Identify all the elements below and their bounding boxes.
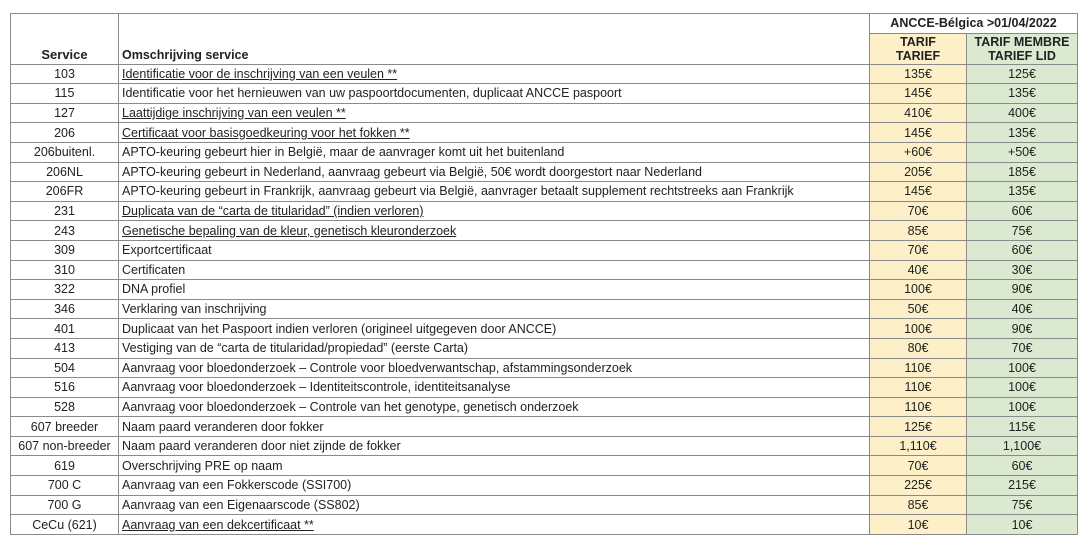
tarief-value: 100€ [870,319,967,339]
agency-header-row [11,14,1078,34]
member-tarief-value: 10€ [967,515,1078,535]
service-description-cell [119,240,870,260]
service-code: 206 [11,123,119,143]
tarief-value: 110€ [870,378,967,398]
service-code: 700 G [11,495,119,515]
service-code: 206FR [11,182,119,202]
service-description: APTO-keuring gebeurt hier in België, maar de aanvrager komt uit het buitenland [122,145,565,160]
table-row [11,201,1078,221]
service-code: 309 [11,240,119,260]
member-header-fr: TARIF MEMBRE [974,34,1070,49]
tarief-value: 110€ [870,358,967,378]
service-description-cell [119,299,870,319]
blank-header-cell [119,14,870,34]
service-description: Naam paard veranderen door niet zijnde de fokker [122,439,401,454]
agency-header: ANCCE-Bélgica >01/04/2022 [870,14,1078,34]
description-column-header: Omschrijving service [119,33,870,64]
service-description-cell [119,123,870,143]
service-description-cell [119,338,870,358]
member-tarief-value: 70€ [967,338,1078,358]
member-tarief-value: 100€ [967,397,1078,417]
service-code: 619 [11,456,119,476]
service-code: 115 [11,84,119,104]
tarief-header-fr: TARIF [900,34,936,49]
service-description-cell [119,495,870,515]
table-row [11,260,1078,280]
service-description-link[interactable]: Duplicata van de “carta de titularidad” (indien verloren) [122,204,424,219]
table-row [11,182,1078,202]
member-tarief-column-header [967,33,1078,64]
member-tarief-value: 185€ [967,162,1078,182]
service-code: 231 [11,201,119,221]
member-tarief-value: 60€ [967,240,1078,260]
service-description-cell [119,260,870,280]
table-row [11,221,1078,241]
service-description-cell [119,84,870,104]
member-tarief-value: 90€ [967,280,1078,300]
column-header-row [11,33,1078,64]
tarief-value: 1,110€ [870,436,967,456]
service-description-cell [119,417,870,437]
table-row [11,299,1078,319]
tarief-value: 110€ [870,397,967,417]
table-row [11,123,1078,143]
member-tarief-value: 90€ [967,319,1078,339]
tarief-value: 80€ [870,338,967,358]
service-code: 607 breeder [11,417,119,437]
tarief-value: 205€ [870,162,967,182]
service-code: 310 [11,260,119,280]
tarief-value: 225€ [870,476,967,496]
service-description: Overschrijving PRE op naam [122,458,283,473]
member-tarief-value: 1,100€ [967,436,1078,456]
service-description: Naam paard veranderen door fokker [122,419,324,434]
member-tarief-value: 135€ [967,84,1078,104]
tarief-value: 50€ [870,299,967,319]
service-code: 401 [11,319,119,339]
service-description-cell [119,456,870,476]
member-tarief-value: 75€ [967,221,1078,241]
service-description-cell [119,182,870,202]
member-tarief-value: 60€ [967,201,1078,221]
tarief-value: 40€ [870,260,967,280]
tarief-value: 410€ [870,103,967,123]
member-tarief-value: 400€ [967,103,1078,123]
member-header-nl: TARIEF LID [988,48,1056,63]
service-code: 607 non-breeder [11,436,119,456]
tarief-value: +60€ [870,142,967,162]
service-code: 127 [11,103,119,123]
service-description: APTO-keuring gebeurt in Nederland, aanvraag gebeurt via België, 50€ wordt doorgestort naar Nederland [122,164,702,179]
tarief-value: 100€ [870,280,967,300]
table-row [11,84,1078,104]
service-code: 103 [11,64,119,84]
service-description-link[interactable]: Aanvraag van een dekcertificaat ** [122,517,314,532]
service-code: 700 C [11,476,119,496]
table-row [11,280,1078,300]
service-description: Vestiging van de “carta de titularidad/propiedad” (eerste Carta) [122,341,469,356]
service-description-cell [119,280,870,300]
tarief-value: 85€ [870,495,967,515]
service-code: CeCu (621) [11,515,119,535]
service-description-cell [119,436,870,456]
service-code: 346 [11,299,119,319]
table-row [11,319,1078,339]
member-tarief-value: 125€ [967,64,1078,84]
service-description-cell [119,358,870,378]
service-description: Aanvraag van een Eigenaarscode (SS802) [122,497,360,512]
service-description-cell [119,515,870,535]
tarief-value: 135€ [870,64,967,84]
table-row [11,436,1078,456]
service-description-cell [119,162,870,182]
table-row [11,64,1078,84]
service-code: 206NL [11,162,119,182]
member-tarief-value: 60€ [967,456,1078,476]
service-code: 516 [11,378,119,398]
tarief-column-header [870,33,967,64]
service-column-header: Service [11,33,119,64]
service-description: Exportcertificaat [122,243,212,258]
member-tarief-value: 40€ [967,299,1078,319]
service-description: Aanvraag voor bloedonderzoek – Controle voor bloedverwantschap, afstammingsonderzoek [122,360,633,375]
tarief-header-nl: TARIEF [895,48,941,63]
table-row [11,378,1078,398]
tariff-rows [11,64,1078,534]
table-row [11,240,1078,260]
tarief-value: 145€ [870,182,967,202]
service-description-cell [119,319,870,339]
tarief-value: 125€ [870,417,967,437]
service-description: APTO-keuring gebeurt in Frankrijk, aanvraag gebeurt via België, aanvrager betaalt supplement rechtstreeks aan Frankrijk [122,184,794,199]
service-description-cell [119,378,870,398]
service-description-cell [119,103,870,123]
service-code: 528 [11,397,119,417]
service-code: 504 [11,358,119,378]
member-tarief-value: 115€ [967,417,1078,437]
service-description-link[interactable]: Laattijdige inschrijving van een veulen ** [122,106,346,121]
service-code: 322 [11,280,119,300]
service-description-cell [119,64,870,84]
table-row [11,417,1078,437]
service-description-cell [119,201,870,221]
table-row [11,397,1078,417]
service-code: 413 [11,338,119,358]
tariff-table [10,13,1078,535]
service-description: Verklaring van inschrijving [122,302,267,317]
service-description-cell [119,142,870,162]
table-row [11,142,1078,162]
member-tarief-value: 100€ [967,378,1078,398]
service-description: Certificaten [122,262,186,277]
service-description: Aanvraag voor bloedonderzoek – Identiteitscontrole, identiteitsanalyse [122,380,511,395]
table-row [11,358,1078,378]
service-description-cell [119,221,870,241]
tarief-value: 70€ [870,240,967,260]
table-row [11,495,1078,515]
service-description-cell [119,476,870,496]
service-description: Aanvraag voor bloedonderzoek – Controle van het genotype, genetisch onderzoek [122,399,579,414]
tarief-value: 70€ [870,201,967,221]
service-description-link[interactable]: Certificaat voor basisgoedkeuring voor het fokken ** [122,125,410,140]
table-row [11,476,1078,496]
tarief-value: 10€ [870,515,967,535]
service-code: 243 [11,221,119,241]
member-tarief-value: 30€ [967,260,1078,280]
service-description: Duplicaat van het Paspoort indien verloren (origineel uitgegeven door ANCCE) [122,321,557,336]
table-row [11,103,1078,123]
table-row [11,338,1078,358]
table-row [11,515,1078,535]
member-tarief-value: 135€ [967,182,1078,202]
service-description-link[interactable]: Genetische bepaling van de kleur, genetisch kleuronderzoek [122,223,457,238]
member-tarief-value: 100€ [967,358,1078,378]
member-tarief-value: +50€ [967,142,1078,162]
tarief-value: 85€ [870,221,967,241]
tarief-value: 70€ [870,456,967,476]
table-row [11,162,1078,182]
member-tarief-value: 215€ [967,476,1078,496]
tarief-value: 145€ [870,84,967,104]
service-code: 206buitenl. [11,142,119,162]
service-description-cell [119,397,870,417]
service-description-link[interactable]: Identificatie voor de inschrijving van een veulen ** [122,66,398,81]
service-description: Aanvraag van een Fokkerscode (SSI700) [122,478,352,493]
service-description: DNA profiel [122,282,186,297]
member-tarief-value: 75€ [967,495,1078,515]
tarief-value: 145€ [870,123,967,143]
member-tarief-value: 135€ [967,123,1078,143]
blank-header-cell [11,14,119,34]
table-row [11,456,1078,476]
service-description: Identificatie voor het hernieuwen van uw paspoortdocumenten, duplicaat ANCCE paspoort [122,86,622,101]
